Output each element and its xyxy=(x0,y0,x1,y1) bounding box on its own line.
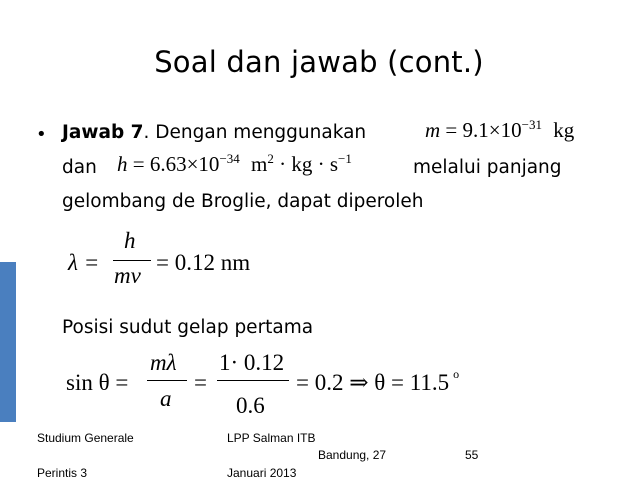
sine-fraction-bar-2 xyxy=(217,380,289,381)
sine-denominator-2: 0.6 xyxy=(236,393,265,418)
sine-lhs: sin θ = xyxy=(66,370,129,395)
slide-title: Soal dan jawab (cont.) xyxy=(154,45,484,79)
sine-result xyxy=(296,367,460,396)
paragraph-line-2-end: melalui panjang xyxy=(413,157,562,178)
lambda-denominator: mv xyxy=(114,263,141,288)
planck-value: = 6.63×10 xyxy=(132,152,220,176)
line1-text: . Dengan menggunakan xyxy=(143,122,367,143)
lambda-numerator: h xyxy=(124,228,136,253)
planck-unit-s-exponent: −1 xyxy=(338,151,352,166)
page-number: 55 xyxy=(465,448,479,462)
answer-label: Jawab 7 xyxy=(62,122,144,143)
lambda-lhs xyxy=(68,250,99,276)
lambda-symbol: λ = xyxy=(68,250,100,275)
paragraph-line-2-start: dan xyxy=(62,157,97,178)
accent-bar xyxy=(0,262,16,422)
planck-equation xyxy=(117,152,352,177)
mass-exponent: −31 xyxy=(521,117,542,132)
footer-mid-2: Bandung, 27 xyxy=(318,448,387,462)
planck-unit-m-exponent: 2 xyxy=(267,151,274,166)
mass-value: = 9.1×10 xyxy=(445,118,522,142)
sine-fraction-bar-1 xyxy=(147,380,187,381)
bullet-marker: • xyxy=(36,124,47,145)
footer-mid-3: Januari 2013 xyxy=(227,466,297,479)
planck-exponent: −34 xyxy=(219,151,240,166)
footer-left-1: Studium Generale xyxy=(37,431,134,445)
planck-unit-m: m xyxy=(251,152,268,176)
sine-numerator-1: mλ xyxy=(150,350,177,375)
sine-denominator-1: a xyxy=(160,386,172,411)
sine-equals: = xyxy=(194,370,207,395)
mass-symbol: m xyxy=(425,118,441,142)
lambda-result: = 0.12 nm xyxy=(156,250,251,275)
planck-symbol: h xyxy=(117,152,128,176)
planck-unit-rest: · kg · s xyxy=(279,152,339,176)
sine-result-value: = 0.2 ⇒ θ = 11.5 xyxy=(296,370,450,395)
footer-left-2: Perintis 3 xyxy=(37,466,88,479)
paragraph-line-4: Posisi sudut gelap pertama xyxy=(62,317,314,338)
paragraph-line-3: gelombang de Broglie, dapat diperoleh xyxy=(62,191,424,212)
mass-unit: kg xyxy=(553,118,575,142)
degree-symbol: o xyxy=(453,367,460,381)
paragraph-line-1 xyxy=(62,122,366,143)
mass-equation xyxy=(425,118,574,143)
footer-mid-1: LPP Salman ITB xyxy=(227,431,316,445)
lambda-fraction-bar xyxy=(113,260,151,261)
sine-numerator-2: 1· 0.12 xyxy=(219,350,285,375)
